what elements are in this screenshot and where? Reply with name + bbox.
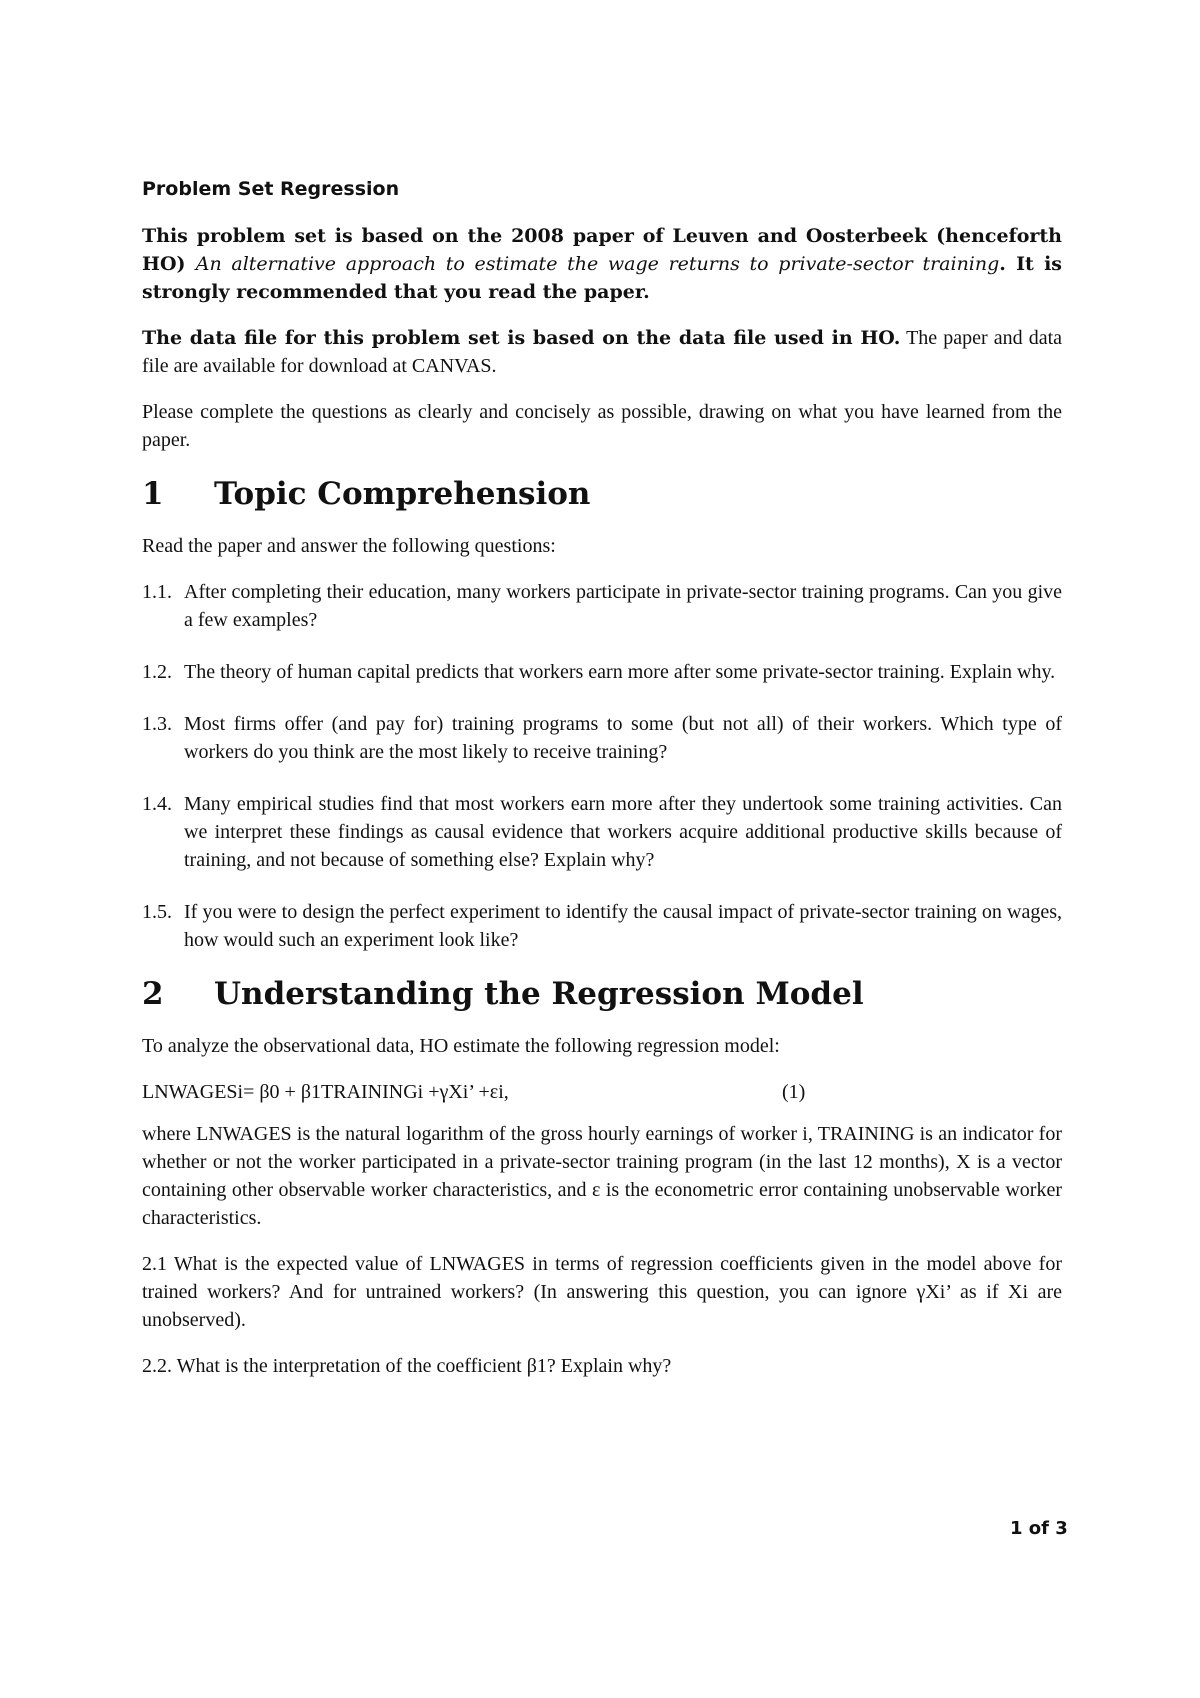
question-number: 1.1. xyxy=(142,581,172,603)
question-1-3 xyxy=(142,710,1062,766)
equation-number: (1) xyxy=(782,1081,806,1103)
question-1-4 xyxy=(142,790,1062,874)
document-content xyxy=(142,178,1062,1398)
document-title: Problem Set Regression xyxy=(142,178,400,200)
section-2-title: Understanding the Regression Model xyxy=(214,976,864,1012)
data-file-text: The paper and data file are available for download at CANVAS. xyxy=(142,327,1063,377)
intro-paragraph-1 xyxy=(142,222,1062,306)
section-1-questions xyxy=(142,578,1062,954)
question-text: Most firms offer (and pay for) training programs to some (but not all) of their workers. Which type of workers do you think are the most likely to receive training? xyxy=(184,713,1062,763)
section-2-number: 2 xyxy=(142,976,164,1012)
intro-bold-text: This problem set is based on the 2008 paper of Leuven and Oosterbeek (henceforth HO) xyxy=(142,225,1062,275)
question-1-2 xyxy=(142,658,1062,686)
regression-equation xyxy=(142,1078,1062,1106)
section-2-lead: To analyze the observational data, HO estimate the following regression model: xyxy=(142,1035,780,1057)
question-text: The theory of human capital predicts that workers earn more after some private-sector training. Explain why. xyxy=(184,661,1056,683)
intro-paragraph-2 xyxy=(142,324,1062,380)
question-text: If you were to design the perfect experiment to identify the causal impact of private-sector training on wages, how would such an experiment look like? xyxy=(184,901,1062,951)
question-number: 1.4. xyxy=(142,793,172,815)
question-number: 1.3. xyxy=(142,713,172,735)
section-1-number: 1 xyxy=(142,476,164,512)
section-1-title: Topic Comprehension xyxy=(214,476,591,512)
question-1-5 xyxy=(142,898,1062,954)
section-1-lead: Read the paper and answer the following questions: xyxy=(142,535,556,557)
question-number: 1.5. xyxy=(142,901,172,923)
question-text: Many empirical studies find that most workers earn more after they undertook some training activities. Can we interpret these findings as causal evidence that workers acquire additional productive skills because of training, and not because of something else? Explain why? xyxy=(184,793,1062,871)
question-1-1 xyxy=(142,578,1062,634)
intro-paragraph-3: Please complete the questions as clearly and concisely as possible, drawing on what you have learned from the paper. xyxy=(142,401,1062,451)
equation-explanation: where LNWAGES is the natural logarithm of the gross hourly earnings of worker i, TRAINING is an indicator for whether or not the worker participated in a private-sector training program (in the last 12 months), X is a vector containing other observable worker characteristics, and ε is the econometric error containing unobservable worker characteristics. xyxy=(142,1123,1062,1229)
section-2-heading xyxy=(142,976,1062,1012)
intro-bold-text-2: . It is strongly recommended that you read the paper. xyxy=(142,253,1062,303)
page-number: 1 of 3 xyxy=(1010,1518,1068,1539)
paper-title: An alternative approach to estimate the wage returns to private-sector training xyxy=(195,253,1000,275)
question-text: After completing their education, many workers participate in private-sector training programs. Can you give a few examples? xyxy=(184,581,1062,631)
section-1-heading xyxy=(142,476,1062,512)
data-file-bold: The data file for this problem set is based on the data file used in HO. xyxy=(142,327,901,349)
equation-body: LNWAGESi= β0 + β1TRAININGi +γXi’ +εi, xyxy=(142,1081,509,1103)
question-2-2: 2.2. What is the interpretation of the coefficient β1? Explain why? xyxy=(142,1355,672,1377)
question-number: 1.2. xyxy=(142,661,172,683)
question-2-1: 2.1 What is the expected value of LNWAGES in terms of regression coefficients given in the model above for trained workers? And for untrained workers? (In answering this question, you can ignore γXi’ as if Xi are unobserved). xyxy=(142,1253,1062,1331)
